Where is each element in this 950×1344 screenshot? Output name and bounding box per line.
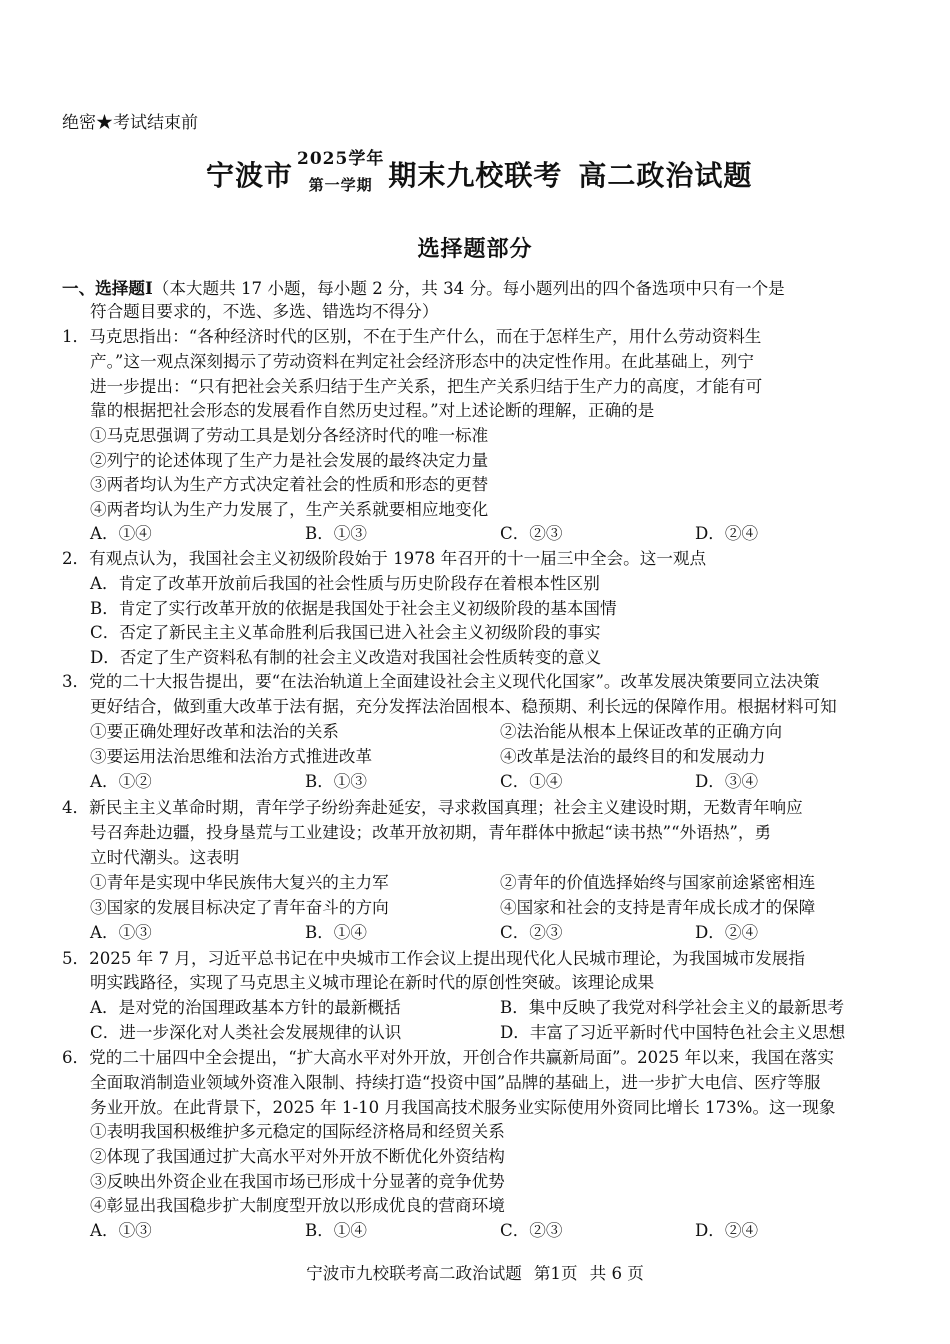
footer-total: 共 6 页 [589,1264,644,1283]
q3-option-a: A．①② [90,772,152,791]
q5-option-b: B．集中反映了我党对科学社会主义的最新思考 [500,998,845,1017]
q1-line: 进一步提出：“只有把社会关系归结于生产关系，把生产关系归结于生产力的高度，才能有可 [90,377,763,396]
q4-line: 号召奔赴边疆，投身垦荒与工业建设；改革开放初期，青年群体中掀起“读书热”“外语热”，勇 [90,823,772,842]
q4-option-d: D．②④ [695,923,759,942]
title-term [297,151,384,193]
q3-item: ①要正确处理好改革和法治的关系 [90,722,339,741]
q2-option-b: B．肯定了实行改革开放的依据是我国处于社会主义初级阶段的基本国情 [90,599,617,618]
q2-option-c: C．否定了新民主主义革命胜利后我国已进入社会主义初级阶段的事实 [90,623,601,642]
q4-line: 立时代潮头。这表明 [90,848,240,867]
q1-line: 1．马克思指出：“各种经济时代的区别，不在于生产什么，而在于怎样生产，用什么劳动资料生 [62,327,762,346]
q3-option-b: B．①③ [305,772,367,791]
q4-item: ④国家和社会的支持是青年成长成才的保障 [500,898,816,917]
q4-item: ③国家的发展目标决定了青年奋斗的方向 [90,898,389,917]
q4-option-c: C．②③ [500,923,563,942]
footer-name: 宁波市九校联考高二政治试题 [306,1264,522,1283]
q6-option-b: B．①④ [305,1221,367,1240]
q2-option-d: D．否定了生产资料私有制的社会主义改造对我国社会性质转变的意义 [90,648,602,667]
title-year: 2025学年 [297,149,385,169]
q6-item: ④彰显出我国稳步扩大制度型开放以形成优良的营商环境 [90,1196,505,1215]
intro-line-2: 符合题目要求的，不选、多选、错选均不得分） [90,302,439,321]
q1-line: 产。”这一观点深刻揭示了劳动资料在判定社会经济形态中的决定性作用。在此基础上，列宁 [90,352,754,371]
q6-line: 全面取消制造业领域外资准入限制、持续打造“投资中国”品牌的基础上，进一步扩大电信、医疗等服 [90,1073,821,1092]
q3-item: ④改革是法治的最终目的和发展动力 [500,747,766,766]
q6-option-a: A．①③ [90,1221,152,1240]
q4-item: ①青年是实现中华民族伟大复兴的主力军 [90,873,389,892]
intro-label: 一、选择题Ⅰ [62,278,153,298]
intro-text: （本大题共 17 小题，每小题 2 分，共 34 分。每小题列出的四个备选项中只有一个是 [152,279,785,298]
q4-option-a: A．①③ [90,923,152,942]
q1-item: ①马克思强调了劳动工具是划分各经济时代的唯一标准 [90,426,489,445]
q1-option-a: A．①④ [90,524,152,543]
q1-item: ③两者均认为生产方式决定着社会的性质和形态的更替 [90,475,489,494]
q6-line: 6．党的二十届四中全会提出，“扩大高水平对外开放，开创合作共赢新局面”。2025 年以来，我国在落实 [62,1048,834,1067]
q5-line: 明实践路径，实现了马克思主义城市理论在新时代的原创性突破。该理论成果 [90,973,655,992]
q6-option-c: C．②③ [500,1221,563,1240]
q6-option-d: D．②④ [695,1221,759,1240]
q4-line: 4．新民主主义革命时期，青年学子纷纷奔赴延安，寻求救国真理；社会主义建设时期，无数青年响应 [62,798,803,817]
q5-option-c: C．进一步深化对人类社会发展规律的认识 [90,1023,402,1042]
page-footer [0,1260,950,1284]
title-city: 宁波市 [206,159,294,192]
footer-page: 第1页 [533,1264,578,1283]
q1-item: ④两者均认为生产力发展了，生产关系就要相应地变化 [90,500,489,519]
q6-item: ①表明我国积极维护多元稳定的国际经济格局和经贸关系 [90,1122,505,1141]
title-semester: 第一学期 [308,176,373,194]
q2-option-a: A．肯定了改革开放前后我国的社会性质与历史阶段存在着根本性区别 [90,574,600,593]
q6-line: 务业开放。在此背景下，2025 年 1-10 月我国高技术服务业实际使用外资同比增长 173%。这一现象 [90,1098,836,1117]
q1-line: 靠的根据把社会形态的发展看作自然历史过程。”对上述论断的理解，正确的是 [90,401,655,420]
q1-option-b: B．①③ [305,524,367,543]
q1-option-c: C．②③ [500,524,563,543]
q4-item: ②青年的价值选择始终与国家前途紧密相连 [500,873,816,892]
q4-option-b: B．①④ [305,923,367,942]
q3-line: 3．党的二十大报告提出，要“在法治轨道上全面建设社会主义现代化国家”。改革发展决策要同立法决策 [62,672,820,691]
q5-option-a: A．是对党的治国理政基本方针的最新概括 [90,998,401,1017]
section-heading: 选择题部分 [417,236,533,262]
q3-option-d: D．③④ [695,772,759,791]
title-subject: 高二政治试题 [578,159,753,192]
q2-line: 2．有观点认为，我国社会主义初级阶段始于 1978 年召开的十一届三中全会。这一观点 [62,549,707,568]
q6-item: ②体现了我国通过扩大高水平对外开放不断优化外资结构 [90,1147,505,1166]
q1-item: ②列宁的论述体现了生产力是社会发展的最终决定力量 [90,451,489,470]
q1-option-d: D．②④ [695,524,759,543]
confidential-mark: 绝密★考试结束前 [62,113,198,133]
page-title [206,148,752,200]
q5-line: 5．2025 年 7 月，习近平总书记在中央城市工作会议上提出现代化人民城市理论，为我国城市发展指 [62,949,805,968]
q3-option-c: C．①④ [500,772,563,791]
q3-line: 更好结合，做到重大改革于法有据，充分发挥法治固根本、稳预期、利长远的保障作用。根据材料可知 [90,697,837,716]
intro-line [62,276,892,302]
q3-item: ②法治能从根本上保证改革的正确方向 [500,722,783,741]
q6-item: ③反映出外资企业在我国市场已形成十分显著的竞争优势 [90,1172,505,1191]
q3-item: ③要运用法治思维和法治方式推进改革 [90,747,373,766]
title-rest: 期末九校联考 [388,159,563,192]
q5-option-d: D．丰富了习近平新时代中国特色社会主义思想 [500,1023,846,1042]
